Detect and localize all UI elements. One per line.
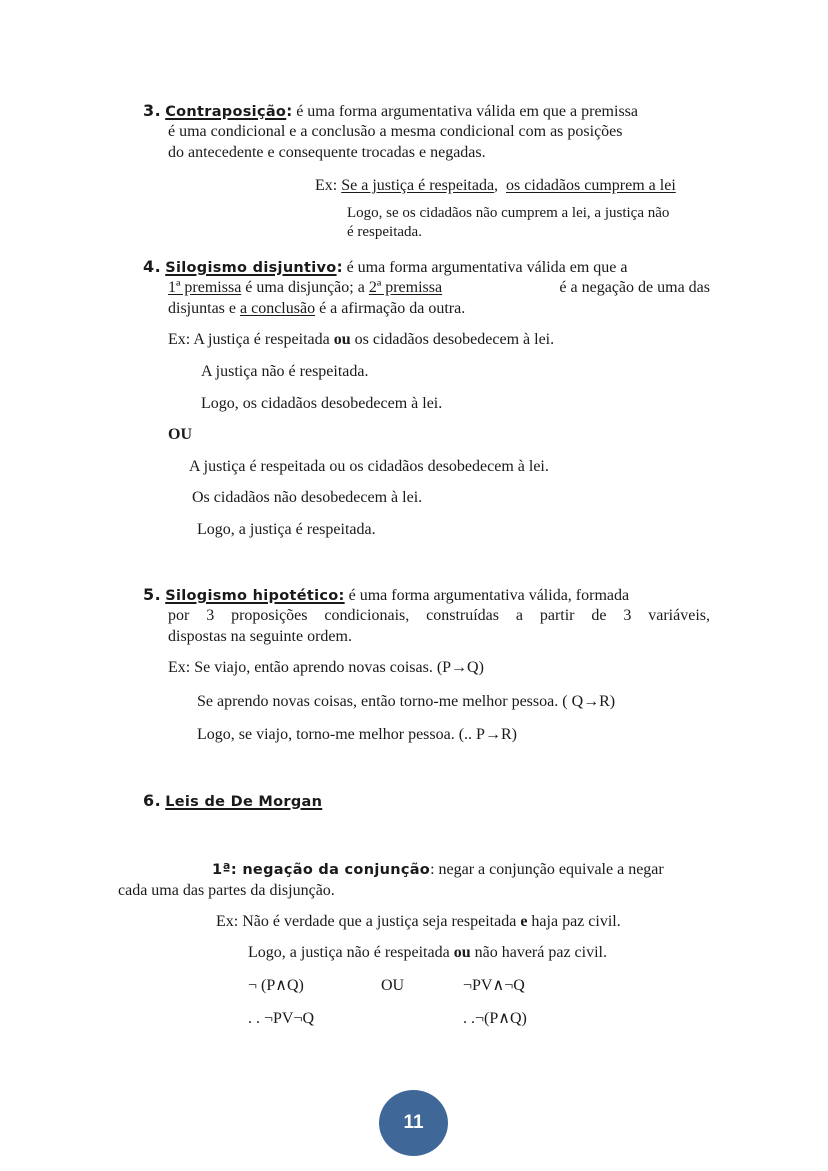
section-4-colon: : [336,258,343,276]
section-3-text-line-3: do antecedente e consequente trocadas e negadas. [168,144,486,161]
example-text: Ex: A justiça é respeitada [168,331,334,348]
first-law-text: : negar a conjunção equivale a negar [430,861,664,878]
conclusion-text: não haverá paz civil. [470,944,607,961]
section-5-text-line-2: por 3 proposições condicionais, construídas a partir de 3 variáveis, [168,607,710,624]
example-text: os cidadãos desobedecem à lei. [350,331,555,348]
section-3-title: Contraposição [165,104,287,120]
formula-row-1-or: OU [381,977,405,994]
example-comma: , [494,177,507,194]
section-5-example-line-3: Logo, se viajo, torno-me melhor pessoa. (.. P→R) [197,726,517,743]
section-4-heading-line [143,256,628,279]
example-text: Ex: Não é verdade que a justiça seja respeitada [216,913,521,930]
de-morgan-first-law-line-2: cada uma das partes da disjunção. [118,882,335,899]
or-label: OU [168,426,192,443]
section-6-title: Leis de De Morgan [165,794,323,810]
example-text: haja paz civil. [527,913,621,930]
section-4-example-2-line-2: Os cidadãos não desobedecem à lei. [192,489,423,506]
section-3-example [315,175,676,196]
example-connective: ou [333,331,351,348]
section-4-example-2-line-1: A justiça é respeitada ou os cidadãos desobedecem à lei. [189,458,549,475]
conclusion-label: a conclusão [240,300,316,317]
section-4-text-line-2 [168,277,710,298]
section-5-text-line-1: é uma forma argumentativa válida, formada [344,587,630,604]
de-morgan-first-law-line-1 [212,859,664,881]
formula-row-2-left: . . ¬PV¬Q [248,1010,315,1027]
line-2-end: é a negação de uma das [555,279,710,296]
section-5-text-line-3: dispostas na seguinte ordem. [168,628,352,645]
formula-row-1-left: ¬ (P∧Q) [248,977,304,994]
section-4-title: Silogismo disjuntivo [165,260,337,276]
example-consequent: os cidadãos cumprem a lei [506,177,676,194]
section-3-text-line-1: é uma forma argumentativa válida em que a premissa [292,103,638,120]
de-morgan-example [216,911,621,932]
section-4-text-line-3 [168,298,465,319]
section-6-number: 6. [143,791,162,810]
section-3-conclusion-line-1: Logo, se os cidadãos não cumprem a lei, a justiça não [347,205,670,221]
section-5-title: Silogismo hipotético: [165,588,345,604]
section-5-example-line-2: Se aprendo novas coisas, então torno-me melhor pessoa. ( Q→R) [197,693,616,710]
section-5-example-line-1: Ex: Se viajo, então aprendo novas coisas. (P→Q) [168,659,484,676]
line-2-middle: é uma disjunção; a [241,279,369,296]
section-3-text-line-2: é uma condicional e a conclusão a mesma condicional com as posições [168,123,623,140]
line-3-end: é a afirmação da outra. [315,300,466,317]
section-5-number: 5. [143,585,162,604]
example-prefix: Ex: [315,177,342,194]
section-3-number: 3. [143,101,162,120]
section-3-colon: : [286,102,293,120]
formula-row-1-right: ¬PV∧¬Q [463,977,525,994]
section-4-example-1-line-2: A justiça não é respeitada. [201,363,369,380]
first-premise-label: 1ª premissa [168,279,242,296]
first-law-label: 1ª: negação da conjunção [212,862,431,878]
section-4-example-2-line-3: Logo, a justiça é respeitada. [197,521,376,538]
section-3-heading-line [143,100,638,123]
example-antecedent: Se a justiça é respeitada [341,177,495,194]
second-premise-label: 2ª premissa [368,279,443,296]
section-5-heading-line [143,584,629,607]
page-number-badge [379,1090,448,1156]
formula-row-2-right: . .¬(P∧Q) [463,1010,527,1027]
section-6-heading-line [143,790,322,813]
section-4-text-line-1: é uma forma argumentativa válida em que a [342,259,628,276]
example-connective: e [520,913,528,930]
conclusion-connective: ou [453,944,471,961]
de-morgan-conclusion [248,942,607,963]
section-4-example-1-line-3: Logo, os cidadãos desobedecem à lei. [201,395,443,412]
conclusion-text: Logo, a justiça não é respeitada [248,944,454,961]
section-3-conclusion-line-2: é respeitada. [347,224,422,240]
page-number: 11 [403,1112,424,1133]
section-4-number: 4. [143,257,162,276]
line-3-start: disjuntas e [168,300,240,317]
section-4-example-1-line-1 [168,329,554,350]
